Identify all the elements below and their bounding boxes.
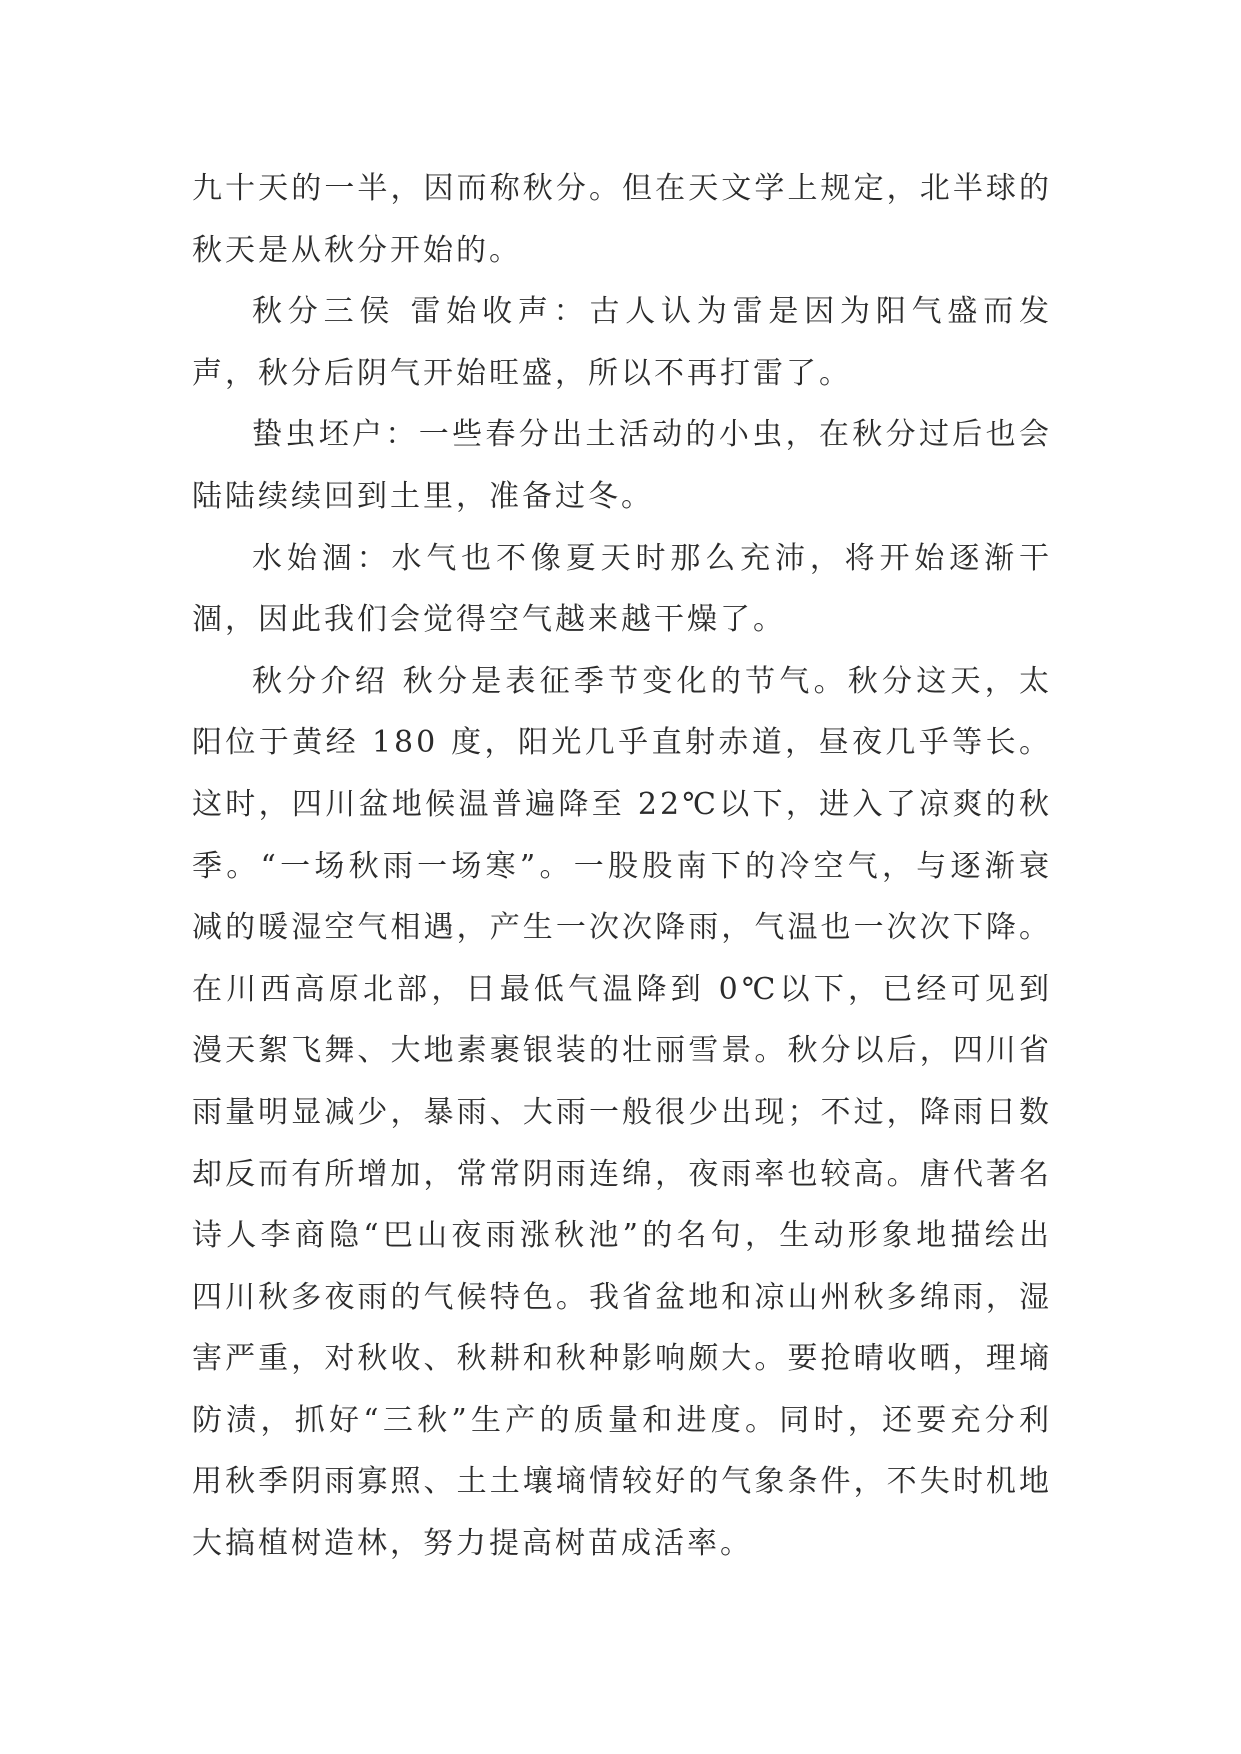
paragraph-autumn-intro: 秋分介绍 秋分是表征季节变化的节气。秋分这天，太阳位于黄经 180 度，阳光几乎直射赤道，昼夜几乎等长。这时，四川盆地候温普遍降至 22℃以下，进入了凉爽的秋季。“一场秋雨一场寒”。一股股南下的冷空气，与逐渐衰减的暖湿空气相遇，产生一次次降雨，气温也一次次下降。在川西高原北部，日最低气温降到 0℃以下，已经可见到漫天絮飞舞、大地素裹银装的壮丽雪景。秋分以后，四川省雨量明显减少，暴雨、大雨一般很少出现；不过，降雨日数却反而有所增加，常常阴雨连绵，夜雨率也较高。唐代著名诗人李商隐“巴山夜雨涨秋池”的名句，生动形象地描绘出四川秋多夜雨的气候特色。我省盆地和凉山州秋多绵雨，湿害严重，对秋收、秋耕和秋种影响颇大。要抢晴收晒，理墒防渍，抓好“三秋”生产的质量和进度。同时，还要充分利用秋季阴雨寡照、土土壤墒情较好的气象条件，不失时机地大搞植树造林，努力提高树苗成活率。 bbox=[192, 663, 1052, 1562]
paragraph-insects: 蛰虫坯户：一些春分出土活动的小虫，在秋分过后也会陆陆续续回到土里，准备过冬。 bbox=[192, 417, 1052, 514]
paragraph-continuation: 九十天的一半，因而称秋分。但在天文学上规定，北半球的秋天是从秋分开始的。 bbox=[192, 171, 1052, 268]
paragraph-thunder: 秋分三侯 雷始收声：古人认为雷是因为阳气盛而发声，秋分后阴气开始旺盛，所以不再打雷了。 bbox=[192, 294, 1052, 391]
body-text bbox=[192, 158, 1052, 1575]
paragraph-water: 水始涸：水气也不像夏天时那么充沛，将开始逐渐干涸，因此我们会觉得空气越来越干燥了。 bbox=[192, 540, 1052, 638]
